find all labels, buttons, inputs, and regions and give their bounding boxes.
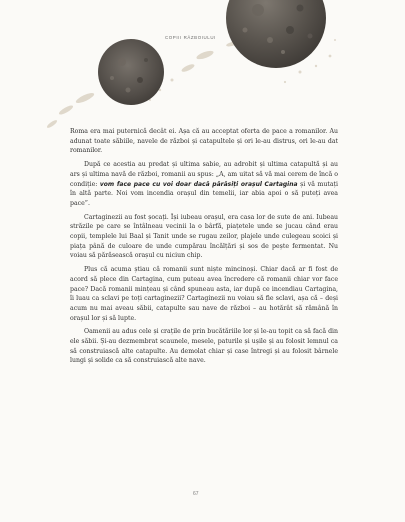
paragraph: Roma era mai puternică decât ei. Așa că au acceptat oferta de pace a romanilor. Au adunat toate săbiile, navele de război și catapultele și ori le-au distrus, ori le-au dat romanilor. — [70, 128, 338, 155]
paragraph — [70, 160, 338, 209]
paragraph-text: și vă mutați în altă parte. Noi vom incendia orașul din temelii, iar abia apoi o să puteți avea pace”. — [70, 180, 339, 207]
paragraph: Oamenii au adus cele și crațile de prin bucătăriile lor și le-au topit ca să facă din ele săbii. Și-au dezmembrat scaunele, mesele, paturile și ușile și au folosit lemnul ca să construiască alte catapulte. Au demolat chiar și case întregi și au folosit bârnele lungi și solide ca să construiască alte nave. — [70, 328, 338, 365]
planets-illustration — [0, 0, 405, 130]
large-planet — [226, 0, 326, 68]
body-text — [70, 127, 338, 366]
paragraph-text: După ce acestia au predat și ultima sabie, au adrobit și ultima catapultă și au ars și ultima navă de război, romanii au spus: „A, am uitat să vă mai cerem de încă o condiție: — [70, 161, 338, 188]
handwritten-text: vom face pace cu voi doar dacă părăsiți orașul Cartagina — [99, 180, 298, 188]
paragraph: Plus că acuma știau că romanii sunt niște mincinoși. Chiar dacă ar fi fost de acord să plece din Cartagina, cum puteau avea încredere că romanii chiar vor face pace? Dacă romanii mințeau și când spuneau asta, iar după ce incendiau Cartagina, îi luau ca sclavi pe toți cartaginezii? Cartaginezii nu voiau să fie sclavi, așa că – deși acum nu mai aveau săbii, catapulte sau nave de război – au hotărât să rămână în orașul lor și să lupte. — [70, 266, 338, 322]
small-planet — [98, 39, 164, 105]
page-number: 67 — [193, 491, 199, 497]
running-header: COPIII RĂZBOIULUI — [165, 35, 216, 40]
paragraph: Cartaginezii au fost șocați. Își iubeau orașul, era casa lor de sute de ani. Iubeau străzile pe care se întâlneau vecinii la o bârfă, piațetele unde se jucau când erau copii, templele lui Baal și Tanit unde se rugau zeilor, plajele unde culegeau scoici și piața până de culoare de unde cumpărau încălțări și sos de pește fermentat. Nu voiau să părăsească orașul cu niciun chip. — [70, 213, 338, 260]
